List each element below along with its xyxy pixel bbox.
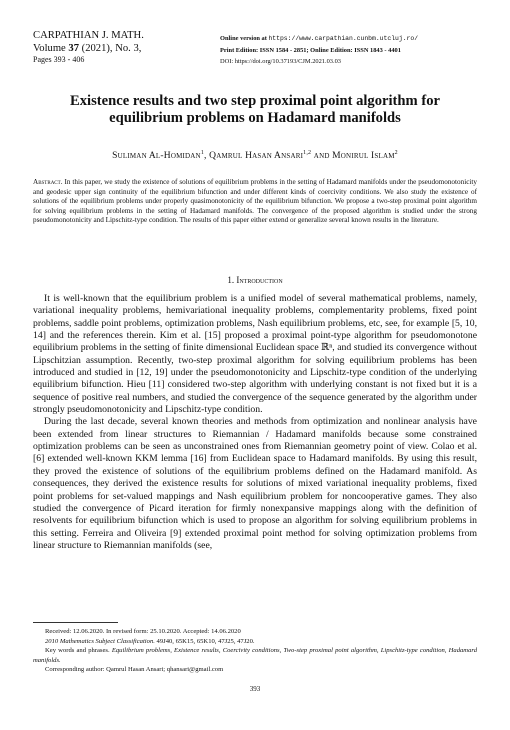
page-number: 393 <box>249 685 261 693</box>
online-info <box>220 33 418 68</box>
doi-link[interactable]: DOI: https://doi.org/10.37193/CJM.2021.03.03 <box>220 58 341 65</box>
corresponding-author: Corresponding author: Qamrul Hasan Ansari; qhansari@gmail.com <box>45 666 224 674</box>
author-name: Qamrul Hasan Ansari <box>209 151 304 162</box>
affiliation-mark: 1 <box>200 150 205 156</box>
paragraph: During the last decade, several known theories and methods from optimization and nonlinear analysis have been extended from linear structures to Riemannian / Hadamard manifolds because some constrained optimization problems can be seen as unconstrained ones from Riemannian geometry point of view. Colao et al. [6] extended well-known KKM lemma [16] from Euclidean space to Hadamard manifolds. By using this result, they proved the existence of solutions of the equilibrium problems defined on the Hadamard manifold. As consequences, they derived the existence results for solutions of mixed variational inequality problems, fixed point problems for set-valued mappings and Nash equilibrium problem for noncooperative games. They also studied the convergence of Picard iteration for firmly nonexpansive mappings along with the definition of resolvents for equilibrium bifunction which is used to propose an algorithm for solving equilibrium problems in this setting. Ferreira and Oliveira [9] extended proximal point method for solving optimization problems from linear structure to Riemannian manifolds (see, <box>33 416 477 551</box>
print-edition: Print Edition: ISSN 1584 - 2851; Online Edition: ISSN 1843 - 4401 <box>220 46 401 54</box>
abstract-label: Abstract. <box>33 178 63 186</box>
journal-pages: Pages 393 - 406 <box>33 55 85 64</box>
author-list: Suliman Al-Homidan$^1$, Qamrul Hasan Ansari$^{1,2}$ and Monirul Islam$^2$ <box>112 150 398 162</box>
affiliation-mark: 1,2 <box>303 150 312 156</box>
abstract-text: In this paper, we study the existence of solutions of equilibrium problems in the setting of Hadamard manifolds under the pseudomonotonicity and geodesic upper sign continuity of the equilibrium bifunction and under different kinds of coercivity conditions. We also study the existence of solutions of the equilibrium problems under properly quasimonotonicity of the equilibrium bifunction. We propose a two-step proximal point algorithm for solving equilibrium problems in the setting of Hadamard manifolds. The convergence of the proposed algorithm is studied under the strong pseudomonotonicity and Lipschitz-type condition. The results of this paper either extend or generalize several known results in the literature. <box>33 178 477 224</box>
msc-classification: 2010 Mathematics Subject Classification. 49J40, 65K15, 65K10, 47J25, 47J20. <box>45 637 255 645</box>
keywords: Key words and phrases. Equilibrium problems, Existence results, Coercivity conditions, Two-step proximal point algorithm, Lipschitz-type condition, Hadamard manifolds. <box>33 647 477 664</box>
author-name: Monirul Islam <box>332 151 395 162</box>
paragraph: It is well-known that the equilibrium problem is a unified model of several mathematical problems, namely, variational inequality problems, hemivariational inequality problems, complementarity problems, fixed point problems, saddle point problems, optimization problems, Nash equilibrium problems, etc, see, for example [5, 10, 14] and the references therein. Kim et al. [15] proposed a proximal point-type algorithm for pseudomonotone equilibrium problems in the setting of finite dimensional Euclidean space ℝⁿ, and studied its convergence without Lipschitzian assumption. Recently, two-step proximal algorithm for solving equilibrium problems has been introduced and studied in [12, 19] under the pseudomonotonicity and Lipschitz-type condition of the underlying equilibrium bifunction. Hieu [11] considered two-step algorithm with underlying constant is not fixed but it is a sequence of positive real numbers, and studied the convergence of the sequence generated by the algorithm under strongly pseudomonotonicity and Lipschitz-type condition. <box>33 293 477 416</box>
section-heading: 1. Introduction <box>227 275 283 285</box>
footnote-rule <box>33 622 118 623</box>
footnotes <box>33 627 477 675</box>
journal-volume: Volume 37 (2021), No. 3, <box>33 42 142 54</box>
journal-name: CARPATHIAN J. MATH. <box>33 30 144 41</box>
affiliation-mark: 2 <box>394 150 398 156</box>
abstract <box>33 178 477 226</box>
online-version: Online version at https://www.carpathian.cunbm.utcluj.ro/ <box>220 35 419 42</box>
author-name: Suliman Al-Homidan <box>112 151 201 162</box>
online-url-link[interactable]: https://www.carpathian.cunbm.utcluj.ro/ <box>268 35 419 42</box>
journal-info <box>33 30 144 65</box>
paper-title: Existence results and two step proximal point algorithm for equilibrium problems on Hadamard manifolds <box>70 93 440 126</box>
received-dates: Received: 12.06.2020. In revised form: 25.10.2020. Accepted: 14.06.2020 <box>45 628 241 635</box>
body-text <box>33 293 477 552</box>
